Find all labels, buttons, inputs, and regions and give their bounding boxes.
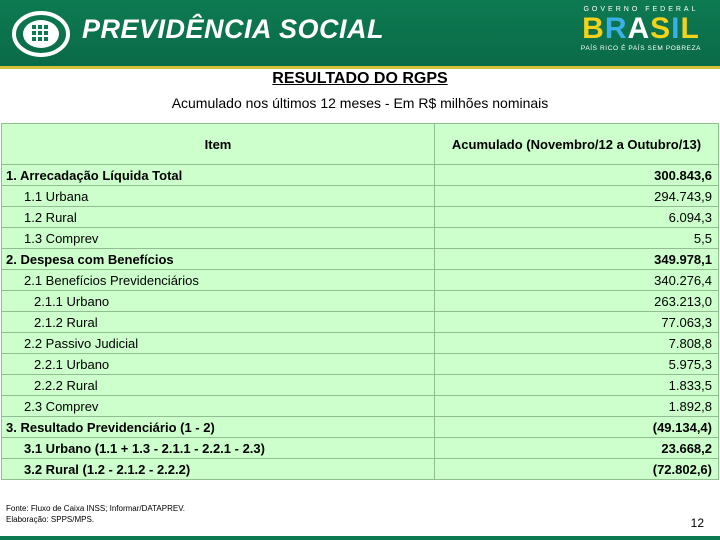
table-row xyxy=(2,396,719,417)
rgps-table xyxy=(1,123,719,480)
table-row xyxy=(2,354,719,375)
footer-divider xyxy=(0,536,720,540)
table-row xyxy=(2,165,719,186)
table-row xyxy=(2,270,719,291)
row-value: 5.975,3 xyxy=(435,354,719,375)
prepared-text: Elaboração: SPPS/MPS. xyxy=(6,515,95,524)
table-row xyxy=(2,375,719,396)
page-number: 12 xyxy=(690,516,704,530)
row-label: 2.3 Comprev xyxy=(2,396,435,417)
row-label: 2.1.2 Rural xyxy=(2,312,435,333)
row-value: 5,5 xyxy=(435,228,719,249)
row-label: 1. Arrecadação Líquida Total xyxy=(2,165,435,186)
row-value: 263.213,0 xyxy=(435,291,719,312)
table-row xyxy=(2,333,719,354)
row-label: 2.2.2 Rural xyxy=(2,375,435,396)
row-value: 294.743,9 xyxy=(435,186,719,207)
governo-federal-logo xyxy=(568,6,714,62)
table-row xyxy=(2,312,719,333)
gov-brand-text: BRASIL xyxy=(582,12,700,45)
slide-subtitle: Acumulado nos últimos 12 meses - Em R$ milhões nominais xyxy=(171,95,549,111)
row-label: 2.2.1 Urbano xyxy=(2,354,435,375)
row-label: 2.2 Passivo Judicial xyxy=(2,333,435,354)
row-value: 7.808,8 xyxy=(435,333,719,354)
row-value: (72.802,6) xyxy=(435,459,719,480)
table-row xyxy=(2,249,719,270)
header-bar xyxy=(0,0,720,68)
row-label: 1.2 Rural xyxy=(2,207,435,228)
row-value: 77.063,3 xyxy=(435,312,719,333)
source-text: Fonte: Fluxo de Caixa INSS; Informar/DATAPREV. xyxy=(6,504,186,513)
row-label: 2.1.1 Urbano xyxy=(2,291,435,312)
table-row xyxy=(2,459,719,480)
row-label: 2.1 Benefícios Previdenciários xyxy=(2,270,435,291)
gov-slogan-text: PAÍS RICO É PAÍS SEM POBREZA xyxy=(580,45,702,52)
row-label: 1.1 Urbana xyxy=(2,186,435,207)
row-value: 1.833,5 xyxy=(435,375,719,396)
row-label: 3.1 Urbano (1.1 + 1.3 - 2.1.1 - 2.2.1 - 2.3) xyxy=(2,438,435,459)
row-label: 3. Resultado Previdenciário (1 - 2) xyxy=(2,417,435,438)
previdencia-logo-icon xyxy=(12,10,70,58)
row-label: 1.3 Comprev xyxy=(2,228,435,249)
table-row xyxy=(2,186,719,207)
row-value: 300.843,6 xyxy=(435,165,719,186)
header-title: PREVIDÊNCIA SOCIAL xyxy=(82,14,385,44)
table-row xyxy=(2,417,719,438)
table-row xyxy=(2,291,719,312)
gov-top-text: GOVERNO FEDERAL xyxy=(583,6,699,13)
header-divider xyxy=(0,66,720,69)
row-value: 340.276,4 xyxy=(435,270,719,291)
table-row xyxy=(2,207,719,228)
row-label: 2. Despesa com Benefícios xyxy=(2,249,435,270)
row-label: 3.2 Rural (1.2 - 2.1.2 - 2.2.2) xyxy=(2,459,435,480)
source-note xyxy=(6,503,185,525)
row-value: 6.094,3 xyxy=(435,207,719,228)
table-row xyxy=(2,438,719,459)
column-header-value: Acumulado (Novembro/12 a Outubro/13) xyxy=(435,124,719,165)
column-header-item: Item xyxy=(2,124,435,165)
row-value: 349.978,1 xyxy=(435,249,719,270)
slide-title: RESULTADO DO RGPS xyxy=(272,70,448,87)
row-value: 23.668,2 xyxy=(435,438,719,459)
row-value: (49.134,4) xyxy=(435,417,719,438)
row-value: 1.892,8 xyxy=(435,396,719,417)
table-header-row xyxy=(2,124,719,165)
table-row xyxy=(2,228,719,249)
